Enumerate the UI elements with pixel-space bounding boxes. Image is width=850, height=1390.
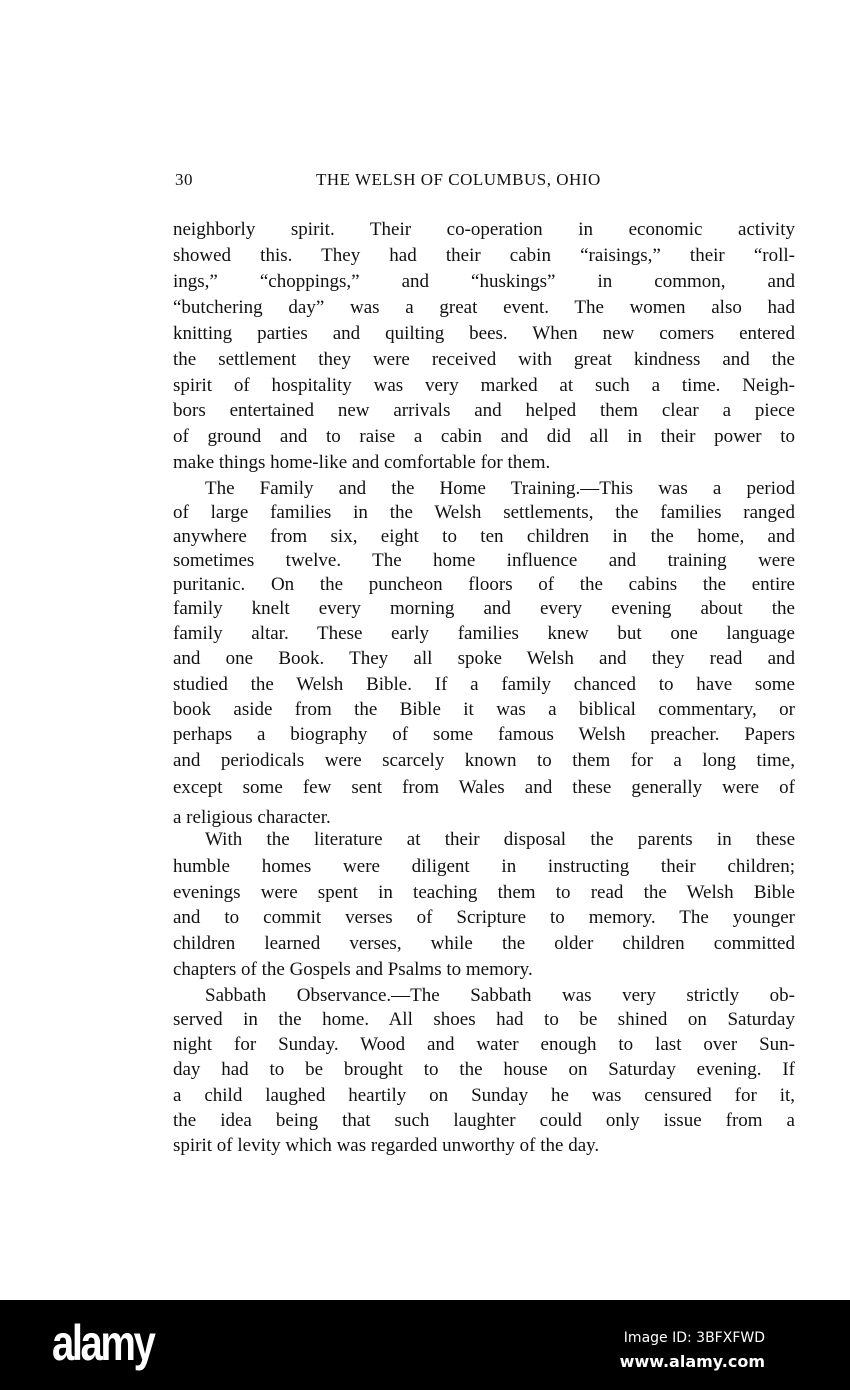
text-line: and to commit verses of Scripture to memory. The younger	[173, 907, 795, 928]
text-line: studied the Welsh Bible. If a family chanced to have some	[173, 674, 795, 695]
text-line: showed this. They had their cabin “raisings,” their “roll-	[173, 245, 795, 266]
text-line: book aside from the Bible it was a biblical commentary, or	[173, 699, 795, 720]
text-line: night for Sunday. Wood and water enough to last over Sun-	[173, 1034, 795, 1055]
text-line: the idea being that such laughter could only issue from a	[173, 1110, 795, 1131]
text-line: neighborly spirit. Their co-operation in economic activity	[173, 219, 795, 240]
text-line: evenings were spent in teaching them to read the Welsh Bible	[173, 882, 795, 903]
text-line: children learned verses, while the older children committed	[173, 933, 795, 954]
text-line: family knelt every morning and every evening about the	[173, 598, 795, 619]
text-line: humble homes were diligent in instructing their children;	[173, 856, 795, 877]
text-line: knitting parties and quilting bees. When new comers entered	[173, 323, 795, 344]
text-line: With the literature at their disposal the parents in these	[205, 829, 795, 850]
text-line: Sabbath Observance.—The Sabbath was very strictly ob-	[205, 985, 795, 1006]
text-line: “butchering day” was a great event. The women also had	[173, 297, 795, 318]
text-line: perhaps a biography of some famous Welsh preacher. Papers	[173, 724, 795, 745]
text-line: ings,” “choppings,” and “huskings” in common, and	[173, 271, 795, 292]
text-line: anywhere from six, eight to ten children in the home, and	[173, 526, 795, 547]
text-line: except some few sent from Wales and these generally were of	[173, 777, 795, 798]
text-line: and periodicals were scarcely known to them for a long time,	[173, 750, 795, 771]
text-line: sometimes twelve. The home influence and training were	[173, 550, 795, 571]
text-line: spirit of levity which was regarded unworthy of the day.	[173, 1135, 600, 1156]
page-number: 30	[175, 170, 193, 189]
text-line: a religious character.	[173, 807, 331, 828]
text-line: family altar. These early families knew but one language	[173, 623, 795, 644]
text-line: bors entertained new arrivals and helped them clear a piece	[173, 400, 795, 421]
running-title: THE WELSH OF COLUMBUS, OHIO	[316, 170, 601, 189]
text-line: served in the home. All shoes had to be shined on Saturday	[173, 1009, 795, 1030]
text-line: The Family and the Home Training.—This was a period	[205, 478, 795, 499]
text-line: and one Book. They all spoke Welsh and they read and	[173, 648, 795, 669]
text-line: day had to be brought to the house on Saturday evening. If	[173, 1059, 795, 1080]
text-line: of large families in the Welsh settlements, the families ranged	[173, 502, 795, 523]
website-link[interactable]: www.alamy.com	[619, 1352, 765, 1371]
image-id: Image ID: 3BFXFWD	[623, 1330, 765, 1346]
alamy-logo: alamy	[52, 1315, 154, 1371]
text-line: make things home-like and comfortable for them.	[173, 452, 551, 473]
text-line: chapters of the Gospels and Psalms to memory.	[173, 959, 533, 980]
text-line: the settlement they were received with great kindness and the	[173, 349, 795, 370]
text-line: puritanic. On the puncheon floors of the cabins the entire	[173, 574, 795, 595]
text-line: a child laughed heartily on Sunday he was censured for it,	[173, 1085, 795, 1106]
watermark-bar	[0, 1300, 850, 1390]
text-line: of ground and to raise a cabin and did all in their power to	[173, 426, 795, 447]
text-line: spirit of hospitality was very marked at such a time. Neigh-	[173, 375, 795, 396]
